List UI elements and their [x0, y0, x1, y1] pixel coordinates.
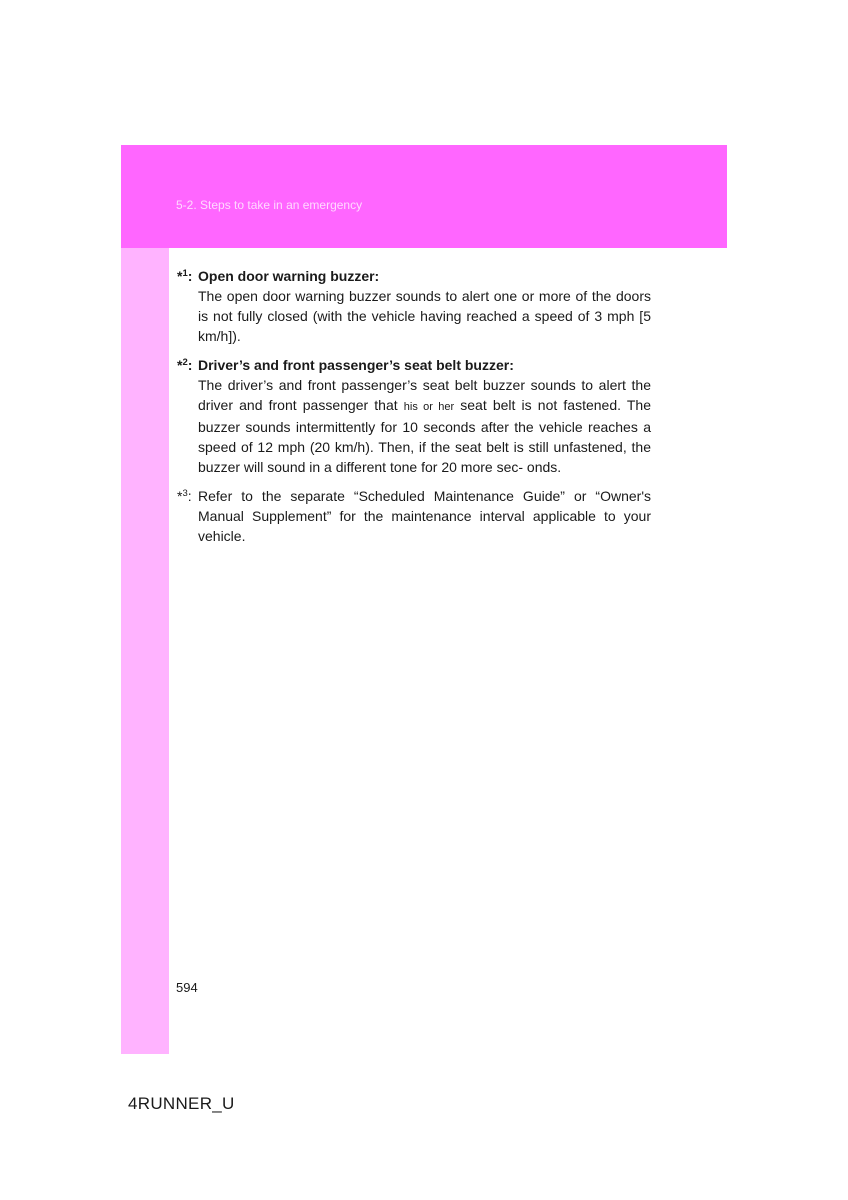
footnote-marker: *$^1$:	[177, 268, 193, 284]
footnote-title: Driver’s and front passenger’s seat belt buzzer:	[198, 357, 514, 373]
footnote-title: Open door warning buzzer:	[198, 268, 380, 284]
page-number: 594	[176, 980, 198, 995]
footnote-marker: *$^3$:	[177, 488, 192, 504]
footnote-1	[177, 266, 651, 346]
footnote-body: Refer to the separate “Scheduled Maintenance Guide” or “Owner's Manual Supplement” for the maintenance interval applicable to your vehicle.	[198, 488, 651, 544]
footnote-list	[177, 266, 651, 555]
footnote-marker: *$^2$:	[177, 357, 193, 373]
section-header-band	[121, 145, 727, 248]
footnote-body: The driver’s and front passenger’s seat belt buzzer sounds to alert the driver and front passenger that his or her seat belt is not fastened. The buzzer sounds intermittently for 10 seconds after the vehicle reaches a speed of 12 mph (20 km/h). Then, if the seat belt is still unfastened, the buzzer will sound in a different tone for 20 more sec- onds.	[198, 377, 651, 475]
section-title: 5-2. Steps to take in an emergency	[176, 198, 363, 212]
footnote-2	[177, 355, 651, 477]
footnote-body: The open door warning buzzer sounds to alert one or more of the doors is not fully closed (with the vehicle having reached a speed of 3 mph [5 km/h]).	[198, 288, 651, 344]
footer-model-code: 4RUNNER_U	[128, 1094, 235, 1113]
footnote-3	[177, 486, 651, 546]
side-margin-band	[121, 248, 169, 1054]
